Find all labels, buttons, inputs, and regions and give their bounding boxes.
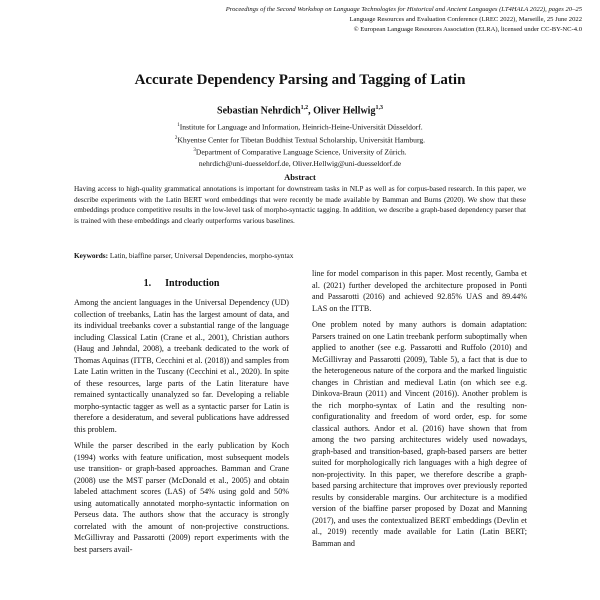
author-affiliation-mark: 1,3 [375, 105, 383, 111]
author-affiliation-mark: 1,2 [300, 105, 309, 111]
keywords [74, 251, 526, 261]
body-paragraph: While the parser described in the early publication by Koch (1994) works with feature unification, most subsequent models use transition- or graph-based approaches. Bamman and Crane (2008) use the MST parser (McDonald et al., 2005) and obtain labeled attachment scores (LAS) of 54% using gold and 50% using automatically annotated morpho-syntactic information on Perseus data. The authors show that the accuracy is strongly correlated with the amount of non-projective constructions. McGillivray and Passarotti (2009) report experiments with the best parsers avail- [74, 441, 289, 554]
body-paragraph: line for model comparison in this paper. Most recently, Gamba et al. (2021) further developed the architecture proposed in Ponti and Passarotti (2016) and achieved 92.85% UAS and 89.44% LAS on the ITTB. [312, 269, 527, 313]
abstract-heading: Abstract [284, 172, 316, 182]
affiliation-text: Department of Comparative Language Science, University of Zürich. [195, 147, 407, 157]
body-paragraph: Among the ancient languages in the Universal Dependency (UD) collection of treebanks, Latin has the largest amount of data, and its individual treebanks cover a substantial range of the language including Classical Latin (Crane et al., 2001), Christian authors (Haug and Jøhndal, 2008), a treebank dedicated to the work of Thomas Aquinas (ITTB, Cecchini et al. (2018)) and samples from Late Latin written in the Tuscany (Cecchini et al., 2020). In spite of these resources, large parts of the Latin literature have remained syntactically unanalyzed so far. Developing a reliable morpho-syntactic tagger as well as a syntactic parser for Latin is therefore a desideratum, and several publications have addressed this problem. [74, 298, 289, 434]
keywords-label: Keywords: [74, 251, 109, 260]
affiliations [0, 120, 600, 169]
section-heading [74, 278, 289, 289]
affiliation-mark: 3 [193, 148, 196, 154]
affiliation-text: Institute for Language and Information, Heinrich-Heine-Universität Düsseldorf. [179, 122, 423, 132]
header-line-proceedings: Proceedings of the Second Workshop on Language Technologies for Historical and Ancient Languages (LT4HALA 2022), pages 20–25 [225, 6, 582, 13]
section-number: 1. [143, 278, 152, 289]
header-line-conference: Language Resources and Evaluation Conference (LREC 2022), Marseille, 25 June 2022 [349, 16, 582, 23]
affiliation-text: Khyentse Center for Tibetan Buddhist Textual Scholarship, Universität Hamburg. [177, 135, 426, 145]
body-paragraph: One problem noted by many authors is domain adaptation: Parsers trained on one Latin treebank perform suboptimally when applied to another (see e.g. Passarotti and Ruffolo (2010) and McGillivray and Passarotti (2009), Table 5), a fact that is due to the heterogeneous nature of the corpora and the marked linguistic changes in Christian and medieval Latin (on which see e.g. Dinkova-Braun (2011) and Vincent (2016)). Another problem is the rich morpho-syntax of Latin and the resulting non-configurationality and freedom of word order, esp. for some classical authors. Andor et al. (2016) have shown that from among the two parsing architectures widely used nowadays, graph-based and transition-based, graph-based parsers are better suited for morphologically rich languages with a high degree of non-projectivity. In this paper, we therefore describe a graph-based parsing architecture that improves over previously reported results by considerable margins. Our architecture is a modified version of the biaffine parser proposed by Dozat and Manning (2017), and uses the contextualized BERT embeddings (Devlin et al., 2019) recently made available for Latin (Latin BERT; Bamman and [312, 320, 527, 548]
author-name: Sebastian Nehrdich [217, 105, 301, 117]
author-separator: , [308, 105, 314, 117]
author-list [0, 105, 600, 116]
affiliation-mark: 1 [177, 123, 180, 128]
author-name: Oliver Hellwig [313, 105, 376, 117]
abstract-text: Having access to high-quality grammatical annotations is important for downstream tasks in NLP as well as for corpus-based research. In this paper, we describe experiments with the Latin BERT word embeddings that were recently be made available by Bamman and Burns (2020). We show that these embeddings produce competitive results in the low-level task of morpho-syntactic tagging. In addition, we describe a graph-based dependency parser that is trained with these embeddings and clearly outperforms various baselines. [74, 184, 526, 226]
keywords-text: Latin, biaffine parser, Universal Dependencies, morpho-syntax [108, 251, 294, 260]
paper-title: Accurate Dependency Parsing and Tagging of Latin [134, 72, 466, 88]
affiliation-line [0, 133, 600, 146]
affiliation-line [0, 120, 600, 133]
header-line-license: © European Language Resources Association (ELRA), licensed under CC-BY-NC-4.0 [353, 26, 582, 33]
section-title: Introduction [165, 278, 220, 289]
body-column-left [74, 297, 289, 560]
proceedings-header [102, 5, 582, 35]
affiliation-mark: 2 [174, 135, 178, 141]
affiliation-line [0, 145, 600, 158]
body-column-right [312, 268, 527, 554]
author-emails: nehrdich@uni-duesseldorf.de, Oliver.Hellwig@uni-duesseldorf.de [198, 158, 402, 168]
